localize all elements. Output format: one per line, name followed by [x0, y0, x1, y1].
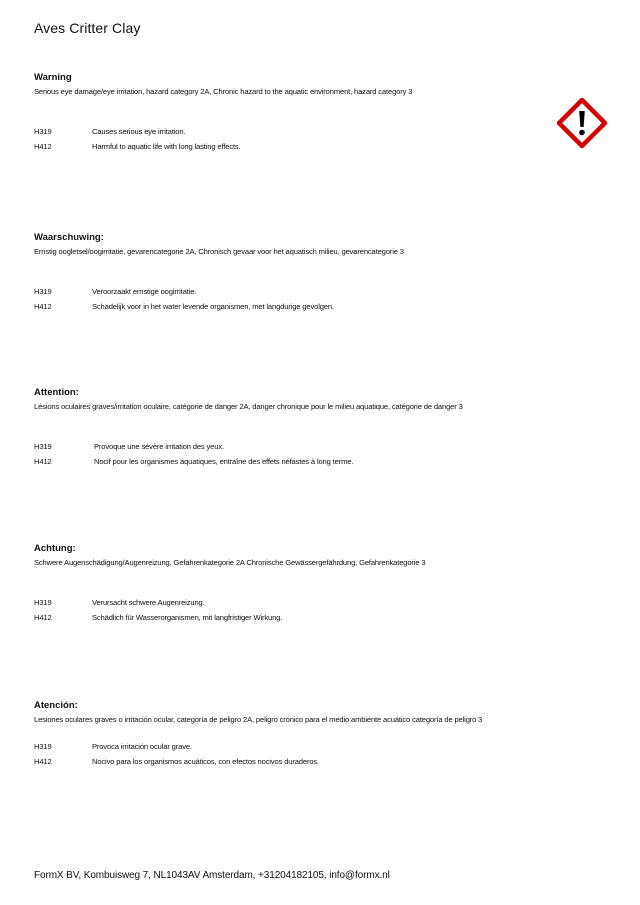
hazard-text: Schadelijk voor in het water levende organismen, met langdurige gevolgen.: [92, 302, 334, 311]
section-de: [34, 543, 534, 625]
hazard-statement-row: [34, 299, 534, 314]
hazard-code: H412: [34, 142, 52, 151]
section-heading: Achtung:: [34, 543, 76, 554]
document-title: Aves Critter Clay: [34, 20, 141, 36]
hazard-statement-row: [34, 754, 534, 769]
hazard-statement-row: [34, 284, 534, 299]
hazard-classification: Ernstig oogletsel/oogirritatie, gevarencategorie 2A, Chronisch gevaar voor het aquatisch milieu, gevarencategorie 3: [34, 247, 404, 256]
hazard-text: Harmful to aquatic life with long lasting effects.: [92, 142, 241, 151]
hazard-classification: Lesiones oculares graves o irritación ocular, categoría de peligro 2A, peligro crónico para el medio ambiente acuático categoría de peligro 3: [34, 715, 483, 724]
hazard-statements: [34, 739, 534, 769]
hazard-code: H319: [34, 742, 52, 751]
hazard-statements: [34, 124, 534, 154]
hazard-statements: [34, 284, 534, 314]
section-heading: Warning: [34, 72, 72, 83]
hazard-code: H412: [34, 457, 52, 466]
hazard-text: Schädlich für Wasserorganismen, mit langfristiger Wirkung.: [92, 613, 283, 622]
section-en: [34, 72, 534, 154]
section-es: [34, 700, 534, 769]
section-nl: [34, 232, 534, 314]
section-fr: [34, 387, 534, 469]
hazard-statement-row: [34, 739, 534, 754]
section-heading: Atención:: [34, 700, 78, 711]
hazard-code: H412: [34, 302, 52, 311]
hazard-text: Veroorzaakt ernstige oogirritatie.: [92, 287, 197, 296]
hazard-statement-row: [34, 610, 534, 625]
hazard-code: H412: [34, 757, 52, 766]
hazard-text: Causes serious eye irritation.: [92, 127, 186, 136]
hazard-text: Provoca irritación ocular grave.: [92, 742, 192, 751]
hazard-classification: Lésions oculaires graves/irritation oculaire, catégorie de danger 2A, danger chronique pour le milieu aquatique, catégorie de danger 3: [34, 402, 463, 411]
hazard-text: Verursacht schwere Augenreizung.: [92, 598, 205, 607]
hazard-code: H319: [34, 287, 52, 296]
section-heading: Waarschuwing:: [34, 232, 104, 243]
hazard-code: H319: [34, 598, 52, 607]
hazard-classification: Serious eye damage/eye irritation, hazard category 2A, Chronic hazard to the aquatic environment, hazard category 3: [34, 87, 413, 96]
hazard-statement-row: [34, 595, 534, 610]
hazard-statements: [34, 595, 534, 625]
section-heading: Attention:: [34, 387, 79, 398]
hazard-text: Nocif pour les organismes aquatiques, entraîne des effets néfastes à long terme.: [94, 457, 354, 466]
hazard-classification: Schwere Augenschädigung/Augenreizung, Gefahrenkategorie 2A Chronische Gewässergefährdung, Gefahrenkategorie 3: [34, 558, 426, 567]
hazard-code: H412: [34, 613, 52, 622]
hazard-statement-row: [34, 139, 534, 154]
hazard-statement-row: [34, 439, 534, 454]
hazard-text: Nocivo para los organismos acuáticos, con efectos nocivos duraderos.: [92, 757, 320, 766]
hazard-statement-row: [34, 454, 534, 469]
hazard-text: Provoque une sévère irritation des yeux.: [94, 442, 224, 451]
footer-contact: FormX BV, Kombuisweg 7, NL1043AV Amsterdam, +31204182105, info@formx.nl: [34, 870, 390, 881]
hazard-statement-row: [34, 124, 534, 139]
hazard-statements: [34, 439, 534, 469]
hazard-code: H319: [34, 127, 52, 136]
hazard-code: H319: [34, 442, 52, 451]
ghs-exclamation-mark-icon: [557, 98, 607, 148]
